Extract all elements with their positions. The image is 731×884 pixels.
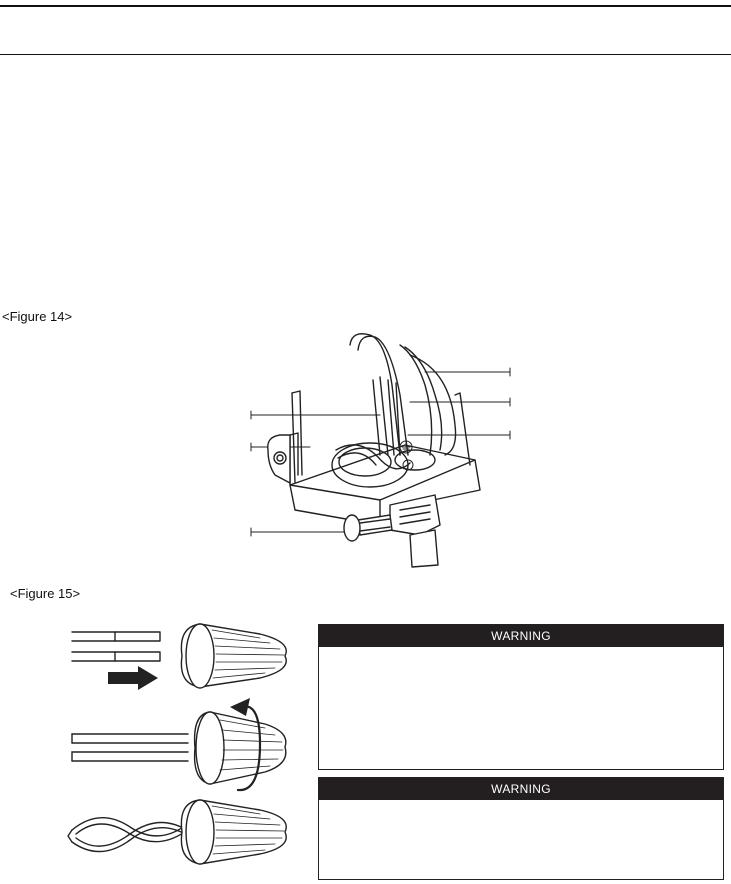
warning-header: WARNING [319, 625, 723, 647]
figure-15-caption: <Figure 15> [10, 586, 81, 601]
warning-header: WARNING [319, 778, 723, 800]
junction-box-illustration [240, 325, 530, 570]
warning-box-2 [318, 777, 724, 880]
warning-text [319, 647, 723, 663]
arrow-right-icon [108, 666, 158, 690]
step-1 [72, 624, 286, 690]
wire-nut-steps-illustration [60, 612, 305, 880]
warning-text [319, 800, 723, 816]
header-rule-thin [0, 54, 731, 55]
step-2 [72, 698, 286, 790]
figure-14-caption: <Figure 14> [2, 309, 73, 324]
warning-box-1 [318, 624, 724, 770]
step-3 [68, 800, 286, 864]
box-body [268, 391, 480, 525]
header-rule-thick [0, 5, 731, 7]
